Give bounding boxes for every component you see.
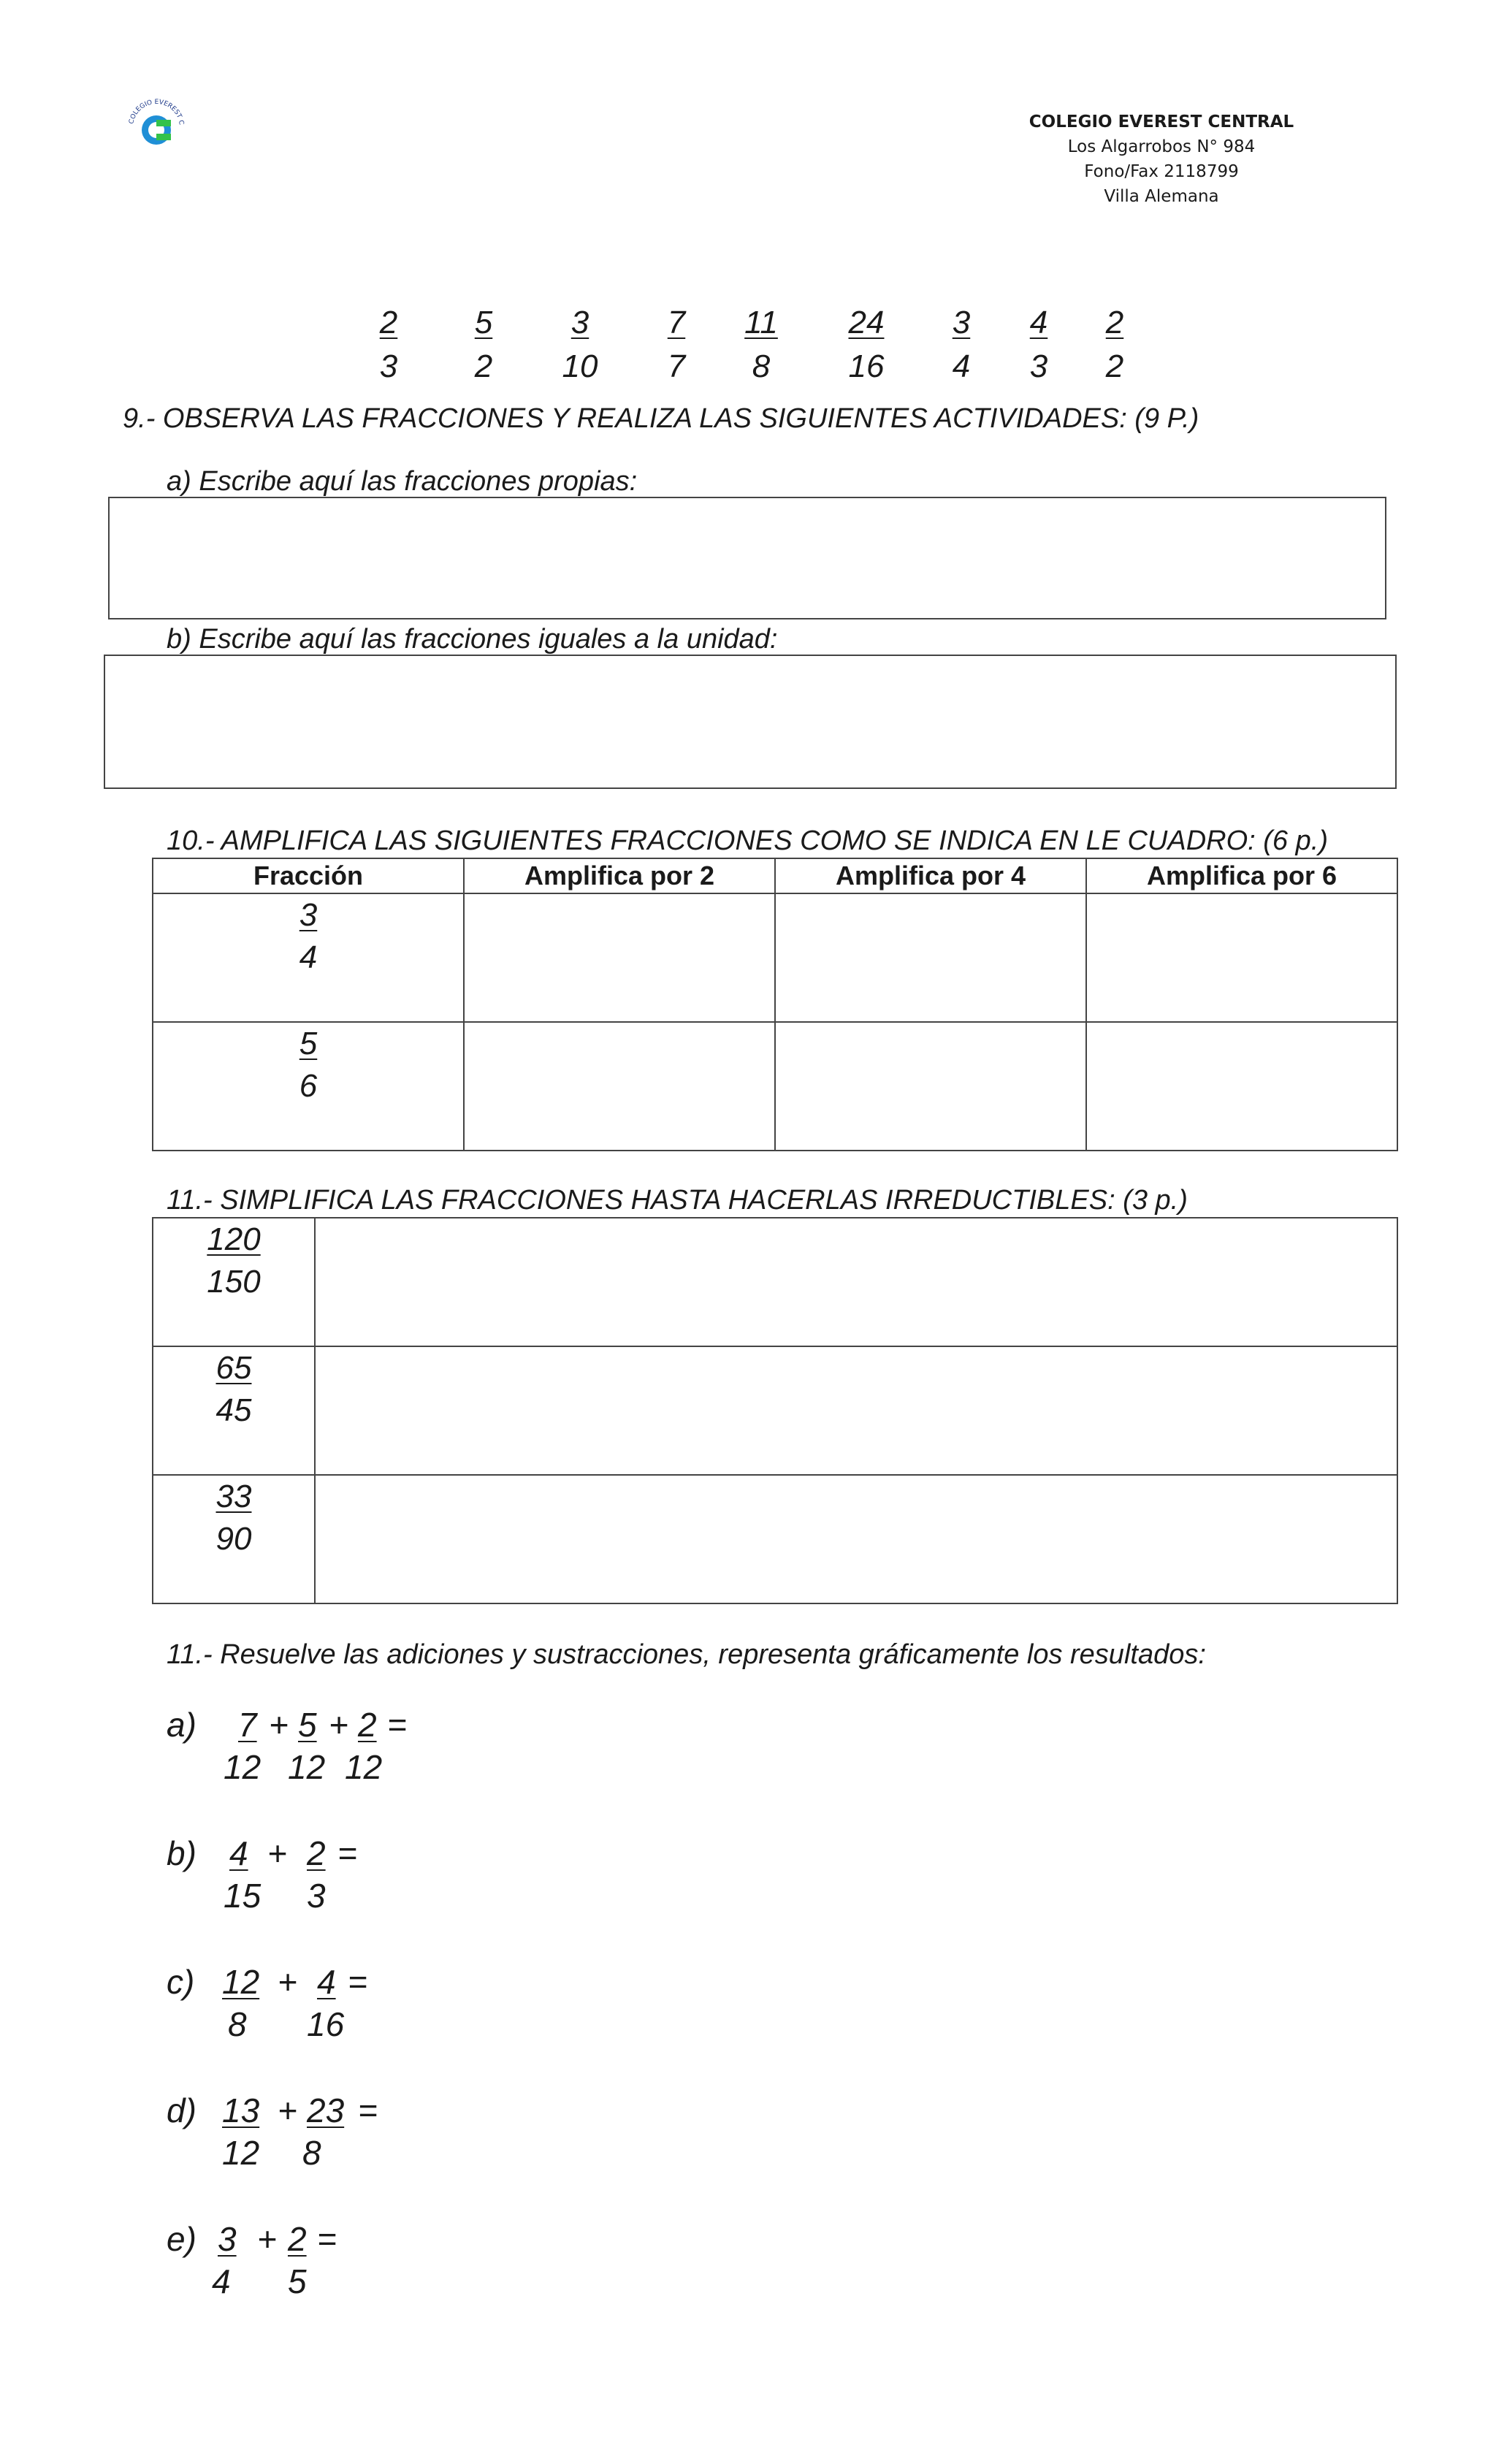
exercise-e: e) 3 + 2 = 4 5 [167,2220,337,2300]
question-9b-label: b) Escribe aquí las fracciones iguales a la unidad: [167,624,778,655]
header-amplify-4: Amplifica por 4 [775,858,1086,893]
exercise-b: b) 4 + 2 = 15 3 [167,1834,357,1915]
question-10-title: 10.- AMPLIFICA LAS SIGUIENTES FRACCIONES COMO SE INDICA EN LE CUADRO: (6 p.) [167,825,1328,856]
answer-cell[interactable] [464,893,775,1022]
fraction-item: $\frac{3}{4}$ [952,305,971,384]
fraction-item: $\frac{5}{2}$ [474,305,493,384]
header-amplify-6: Amplifica por 6 [1086,858,1397,893]
answer-cell[interactable] [315,1475,1397,1603]
fraction-item: $\frac{2}{2}$ [1105,305,1124,384]
school-address: Los Algarrobos N° 984 [1067,137,1256,156]
question-11-operations-title: 11.- Resuelve las adiciones y sustracciones, representa gráficamente los resultados: [167,1639,1206,1670]
fraction-cell: 3 4 [153,893,464,1022]
exercise-label: b) [167,1834,196,1872]
fraction-item: $\frac{4}{3}$ [1029,305,1048,384]
school-logo [123,94,190,161]
fraction-item: $\frac{24}{16}$ [848,305,885,384]
exercise-label: c) [167,1963,195,2001]
fraction-item: $\frac{2}{3}$ [379,305,398,384]
svg-text:COLEGIO EVEREST CENTRAL: COLEGIO EVEREST C [128,98,185,126]
answer-cell[interactable] [775,893,1086,1022]
amplify-table-header [153,858,1397,893]
fraction-cell: 5 6 [153,1022,464,1151]
table-row [153,893,1397,1022]
table-row [153,1475,1397,1603]
exercise-label: d) [167,2091,196,2129]
fraction-cell: 65 45 [153,1346,315,1475]
fraction-item: $\frac{7}{7}$ [667,305,686,384]
fraction-item: $\frac{3}{10}$ [562,305,598,384]
school-info [1008,110,1315,209]
answer-box-proper-fractions[interactable] [108,497,1386,619]
exercise-c: c) 12 + 4 = 8 16 [167,1963,367,2043]
answer-cell[interactable] [775,1022,1086,1151]
answer-cell[interactable] [315,1218,1397,1346]
exercise-label: a) [167,1706,196,1744]
school-city: Villa Alemana [1104,187,1219,206]
fraction-cell: 33 90 [153,1475,315,1603]
fraction-cell: 120 150 [153,1218,315,1346]
exercise-label: e) [167,2220,196,2258]
table-row [153,1022,1397,1151]
answer-cell[interactable] [315,1346,1397,1475]
amplify-table [152,858,1398,1151]
simplify-table [152,1217,1398,1604]
answer-box-unit-fractions[interactable] [104,655,1397,789]
table-row [153,1218,1397,1346]
answer-cell[interactable] [464,1022,775,1151]
answer-cell[interactable] [1086,1022,1397,1151]
exercise-d: d) 13 + 23 = 12 8 [167,2091,378,2172]
question-9-title: 9.- OBSERVA LAS FRACCIONES Y REALIZA LAS SIGUIENTES ACTIVIDADES: (9 P.) [123,403,1199,434]
fraction-item: $\frac{11}{8}$ [744,305,778,384]
question-9a-label: a) Escribe aquí las fracciones propias: [167,466,638,497]
school-name: COLEGIO EVEREST CENTRAL [1028,112,1294,131]
exercise-a: a) 7 + 5 + 2 = 12 12 12 [167,1706,407,1786]
header-fraction: Fracción [153,858,464,893]
header-amplify-2: Amplifica por 2 [464,858,775,893]
school-phone: Fono/Fax 2118799 [1084,162,1239,181]
table-row [153,1346,1397,1475]
answer-cell[interactable] [1086,893,1397,1022]
question-11-simplify-title: 11.- SIMPLIFICA LAS FRACCIONES HASTA HACERLAS IRREDUCTIBLES: (3 p.) [167,1185,1188,1216]
